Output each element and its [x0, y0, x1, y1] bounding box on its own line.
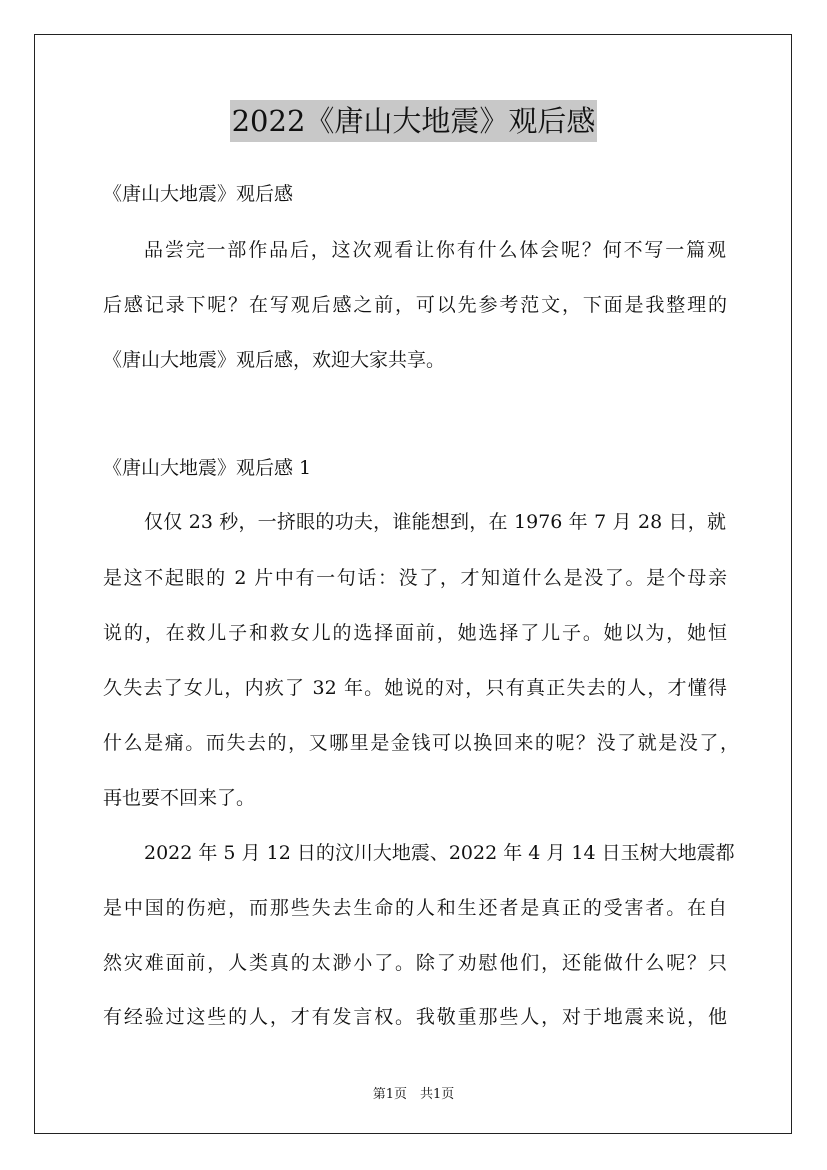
paragraph2-line-3: 然灾难面前，人类真的太渺小了。除了劝慰他们，还能做什么呢？只 — [103, 952, 727, 974]
intro-line-2: 后感记录下呢？在写观后感之前，可以先参考范文，下面是我整理的 — [103, 294, 727, 316]
subtitle: 《唐山大地震》观后感 — [103, 183, 294, 205]
document-title: 2022《唐山大地震》观后感 — [230, 100, 598, 142]
paragraph1-line-5: 什么是痛。而失去的，又哪里是金钱可以换回来的呢？没了就是没了， — [103, 732, 739, 754]
intro-line-3: 《唐山大地震》观后感，欢迎大家共享。 — [103, 349, 446, 371]
paragraph1-line-2: 是这不起眼的 2 片中有一句话：没了，才知道什么是没了。是个母亲 — [103, 567, 727, 589]
paragraph2-line-4: 有经验过这些的人，才有发言权。我敬重那些人，对于地震来说，他 — [103, 1006, 727, 1028]
intro-line-1: 品尝完一部作品后，这次观看让你有什么体会呢？何不写一篇观 — [144, 239, 726, 261]
paragraph1-line-4: 久失去了女儿，内疚了 32 年。她说的对，只有真正失去的人，才懂得 — [103, 677, 727, 699]
paragraph1-line-1: 仅仅 23 秒，一挤眼的功夫，谁能想到，在 1976 年 7 月 28 日，就 — [144, 511, 726, 533]
paragraph2-line-1: 2022 年 5 月 12 日的汶川大地震、2022 年 4 月 14 日玉树大地震都 — [144, 842, 735, 864]
paragraph1-line-3: 说的，在救儿子和救女儿的选择面前，她选择了儿子。她以为，她恒 — [103, 622, 727, 644]
page-indicator: 第1页 共1页 — [372, 1087, 455, 1102]
paragraph1-line-6: 再也要不回来了。 — [103, 787, 256, 809]
section-heading: 《唐山大地震》观后感 1 — [103, 457, 312, 479]
paragraph2-line-2: 是中国的伤疤，而那些失去生命的人和生还者是真正的受害者。在自 — [103, 897, 727, 919]
title-container — [0, 100, 827, 142]
